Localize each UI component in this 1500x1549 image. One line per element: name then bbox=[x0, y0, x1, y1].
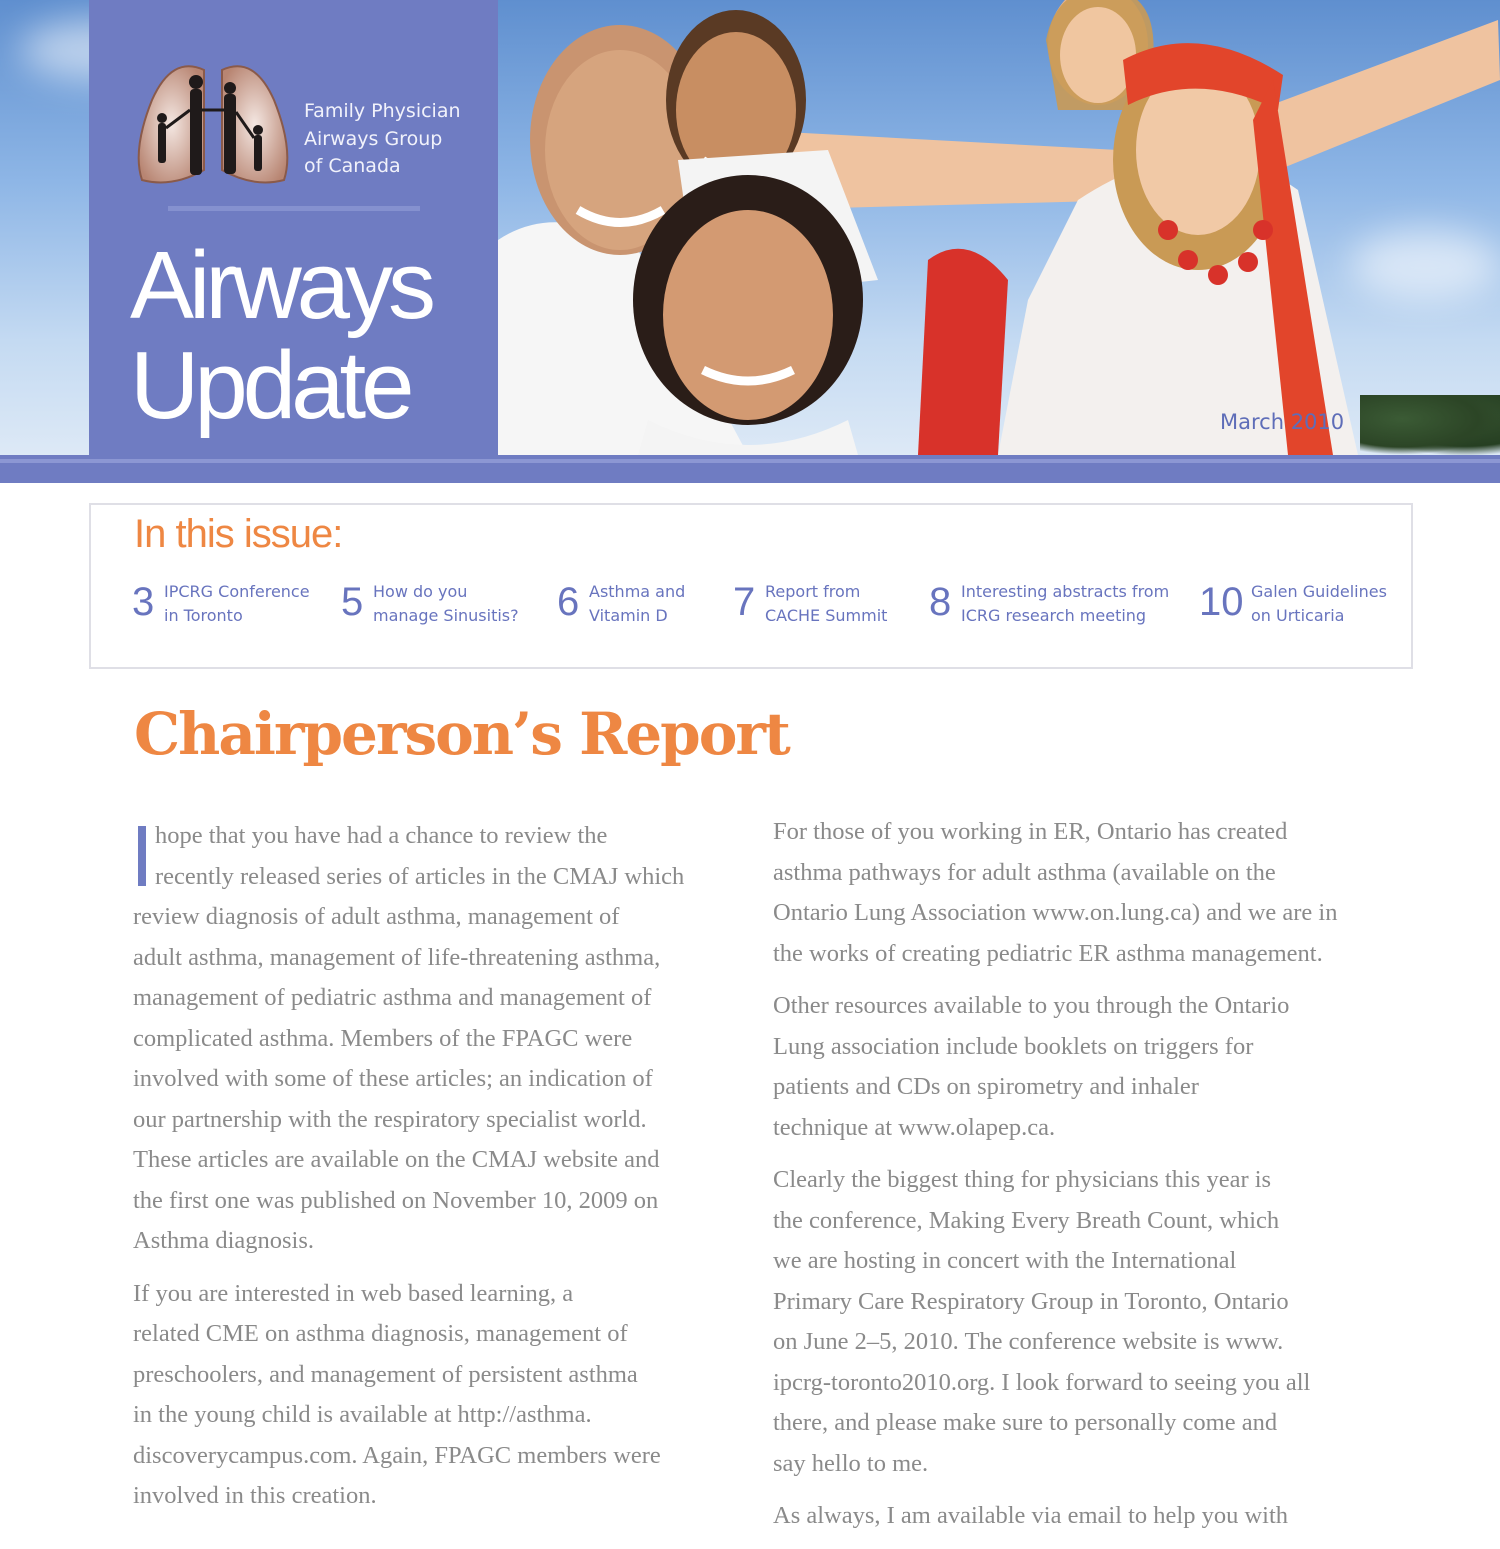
text-line: Asthma diagnosis. bbox=[133, 1227, 315, 1254]
text-line: hope that you have had a chance to review the bbox=[155, 822, 608, 849]
text-line: As always, I am available via email to help you with bbox=[773, 1502, 1289, 1529]
toc-page-number: 3 bbox=[132, 580, 155, 624]
text-line: on June 2–5, 2010. The conference website is www. bbox=[773, 1328, 1284, 1355]
header-banner bbox=[0, 0, 1500, 455]
toc-item[interactable] bbox=[341, 578, 541, 632]
toc-item-title bbox=[164, 580, 310, 627]
family-photo bbox=[498, 0, 1500, 455]
toc-item-title bbox=[765, 580, 887, 627]
toc-page-number: 10 bbox=[1199, 580, 1244, 624]
divider bbox=[168, 206, 420, 211]
text-line: recently released series of articles in the CMAJ which bbox=[155, 862, 685, 890]
article-paragraph bbox=[773, 812, 1383, 974]
toc-heading: In this issue: bbox=[134, 512, 343, 556]
toc-line: CACHE Summit bbox=[765, 605, 888, 625]
text-line: review diagnosis of adult asthma, management of bbox=[133, 903, 620, 930]
text-line: discoverycampus.com. Again, FPAGC members were bbox=[133, 1441, 661, 1469]
organization-name bbox=[304, 98, 494, 181]
text-line: These articles are available on the CMAJ website and bbox=[133, 1146, 660, 1173]
text-line: preschoolers, and management of persistent asthma bbox=[133, 1360, 638, 1388]
text-line: involved in this creation. bbox=[133, 1482, 377, 1509]
text-line: our partnership with the respiratory specialist world. bbox=[133, 1105, 647, 1133]
org-name-line: Airways Group bbox=[304, 127, 443, 150]
toc-line: manage Sinusitis? bbox=[373, 605, 519, 625]
toc-item[interactable] bbox=[1199, 578, 1404, 632]
text-line: Other resources available to you through the Ontario bbox=[773, 992, 1290, 1019]
toc-page-number: 6 bbox=[557, 580, 580, 624]
toc-item-title bbox=[961, 580, 1169, 627]
text-line: Primary Care Respiratory Group in Toronto, Ontario bbox=[773, 1287, 1289, 1315]
article-title: Chairperson’s Report bbox=[134, 700, 789, 768]
header-band-stripe bbox=[0, 459, 1500, 463]
text-line: the first one was published on November 10, 2009 on bbox=[133, 1186, 659, 1214]
toc-item-title bbox=[589, 580, 685, 627]
article-paragraph bbox=[773, 1160, 1383, 1484]
toc-line: Galen Guidelines bbox=[1251, 582, 1387, 601]
toc-item-title bbox=[1251, 580, 1387, 627]
toc-line: How do you bbox=[373, 582, 468, 601]
toc-item[interactable] bbox=[733, 578, 913, 632]
toc-page-number: 7 bbox=[733, 580, 756, 624]
toc-line: Interesting abstracts from bbox=[961, 582, 1170, 601]
toc-item[interactable] bbox=[132, 578, 322, 632]
title-line: Update bbox=[130, 332, 410, 439]
article-paragraph bbox=[133, 816, 733, 1262]
toc-page-number: 8 bbox=[929, 580, 952, 624]
article-paragraph bbox=[133, 1274, 733, 1517]
toc-item[interactable] bbox=[557, 578, 717, 632]
drop-cap-bar bbox=[138, 826, 146, 886]
text-line: related CME on asthma diagnosis, management of bbox=[133, 1320, 628, 1347]
text-line: Ontario Lung Association www.on.lung.ca) and we are in bbox=[773, 899, 1338, 926]
text-line: involved with some of these articles; an indication of bbox=[133, 1065, 653, 1092]
text-line: Lung association include booklets on triggers for bbox=[773, 1032, 1254, 1060]
text-line: For those of you working in ER, Ontario has created bbox=[773, 818, 1288, 845]
toc-line: ICRG research meeting bbox=[961, 605, 1147, 625]
article-paragraph bbox=[773, 986, 1383, 1148]
lungs-family-logo-icon bbox=[132, 60, 294, 188]
text-line: technique at www.olapep.ca. bbox=[773, 1113, 1056, 1141]
article-left-column bbox=[133, 816, 733, 1529]
org-name-line: Family Physician bbox=[304, 100, 461, 122]
title-line: Airways bbox=[130, 232, 432, 339]
toc-line: Vitamin D bbox=[589, 605, 668, 625]
text-line: in the young child is available at http://asthma. bbox=[133, 1401, 592, 1428]
issue-date: March 2010 bbox=[1220, 410, 1345, 434]
text-line: patients and CDs on spirometry and inhaler bbox=[773, 1073, 1199, 1100]
text-line: adult asthma, management of life-threatening asthma, bbox=[133, 943, 661, 971]
text-line: there, and please make sure to personally come and bbox=[773, 1409, 1278, 1436]
toc-line: IPCRG Conference bbox=[164, 582, 310, 601]
text-line: ipcrg-toronto2010.org. I look forward to seeing you all bbox=[773, 1368, 1311, 1396]
article-paragraph bbox=[773, 1496, 1383, 1537]
text-line: we are hosting in concert with the International bbox=[773, 1247, 1237, 1274]
article-right-column bbox=[773, 812, 1383, 1549]
text-line: say hello to me. bbox=[773, 1449, 929, 1477]
org-name-line: of Canada bbox=[304, 155, 401, 177]
text-line: the works of creating pediatric ER asthma management. bbox=[773, 939, 1323, 967]
text-line: management of pediatric asthma and management of bbox=[133, 984, 652, 1011]
toc-page-number: 5 bbox=[341, 580, 364, 624]
toc-line: on Urticaria bbox=[1251, 605, 1345, 625]
toc-item[interactable] bbox=[929, 578, 1189, 632]
toc-line: in Toronto bbox=[164, 605, 243, 625]
text-line: the conference, Making Every Breath Count, which bbox=[773, 1206, 1280, 1234]
publication-title bbox=[130, 232, 480, 439]
toc-line: Asthma and bbox=[589, 582, 686, 601]
text-line: Clearly the biggest thing for physicians this year is bbox=[773, 1166, 1272, 1193]
text-line: If you are interested in web based learning, a bbox=[133, 1279, 574, 1307]
text-line: complicated asthma. Members of the FPAGC were bbox=[133, 1024, 633, 1052]
toc-item-title bbox=[373, 580, 519, 627]
toc-line: Report from bbox=[765, 582, 861, 601]
text-line: asthma pathways for adult asthma (available on the bbox=[773, 858, 1276, 886]
